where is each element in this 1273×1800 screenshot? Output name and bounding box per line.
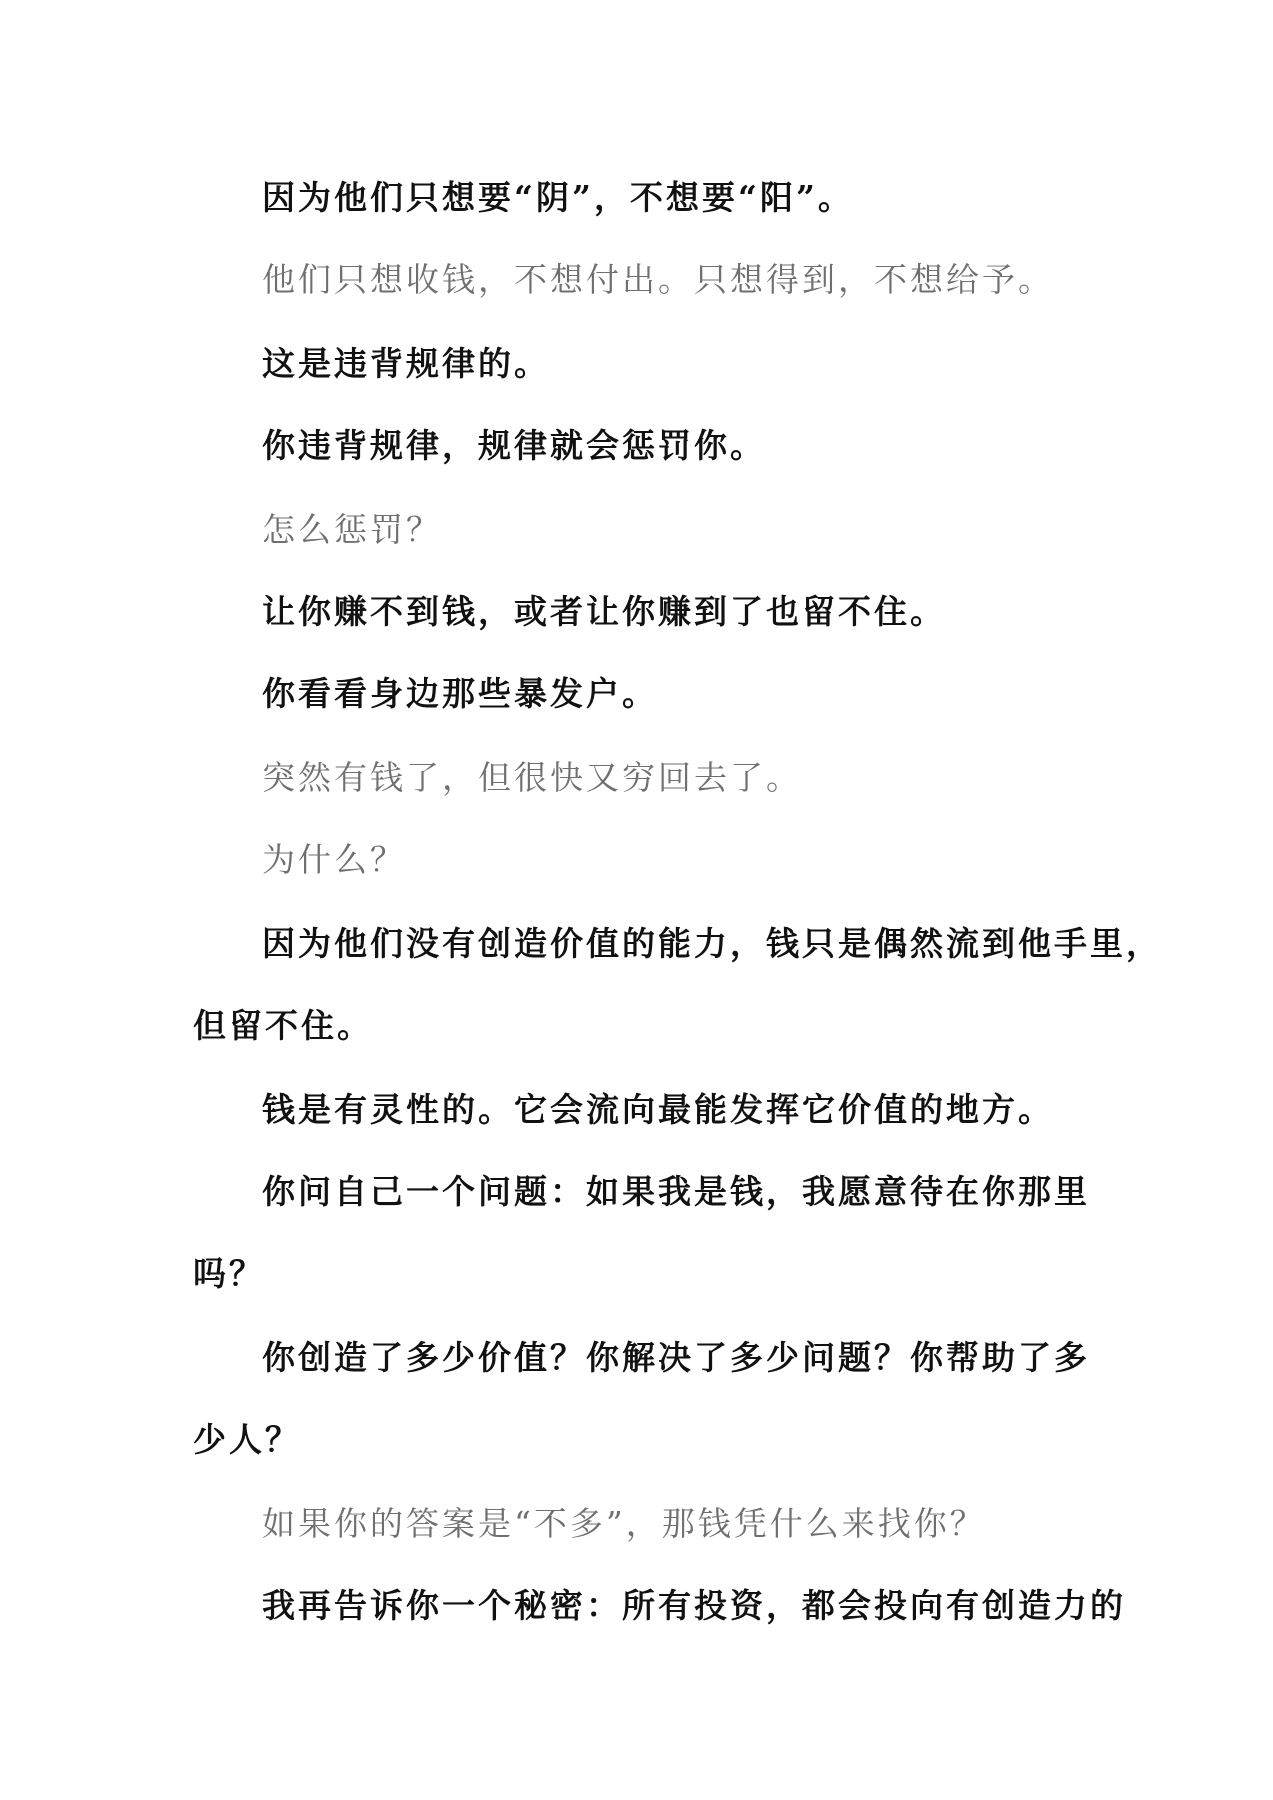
text-line: 因为他们只想要“阴”，不想要“阳”。 [262,178,854,217]
text-line: 钱是有灵性的。它会流向最能发挥它价值的地方。 [262,1090,1054,1129]
text-line: 但留不住。 [193,1006,373,1045]
text-line: 你看看身边那些暴发户。 [262,674,658,713]
text-line: 因为他们没有创造价值的能力，钱只是偶然流到他手里， [262,924,1162,963]
text-line: 我再告诉你一个秘密：所有投资，都会投向有创造力的 [262,1586,1126,1625]
text-line: 让你赚不到钱，或者让你赚到了也留不住。 [262,592,946,631]
text-line: 少人？ [193,1420,301,1459]
text-line: 你创造了多少价值？你解决了多少问题？你帮助了多 [262,1338,1090,1377]
text-line: 怎么惩罚？ [262,510,442,549]
text-line: 为什么？ [262,840,406,879]
text-line: 你问自己一个问题：如果我是钱，我愿意待在你那里 [262,1172,1090,1211]
text-line: 你违背规律，规律就会惩罚你。 [262,426,766,465]
text-line: 这是违背规律的。 [262,344,550,383]
text-line: 吗？ [193,1254,265,1293]
text-line: 他们只想收钱，不想付出。只想得到，不想给予。 [262,260,1054,299]
text-line: 突然有钱了，但很快又穷回去了。 [262,758,802,797]
text-line: 如果你的答案是“不多”，那钱凭什么来找你？ [262,1504,986,1543]
